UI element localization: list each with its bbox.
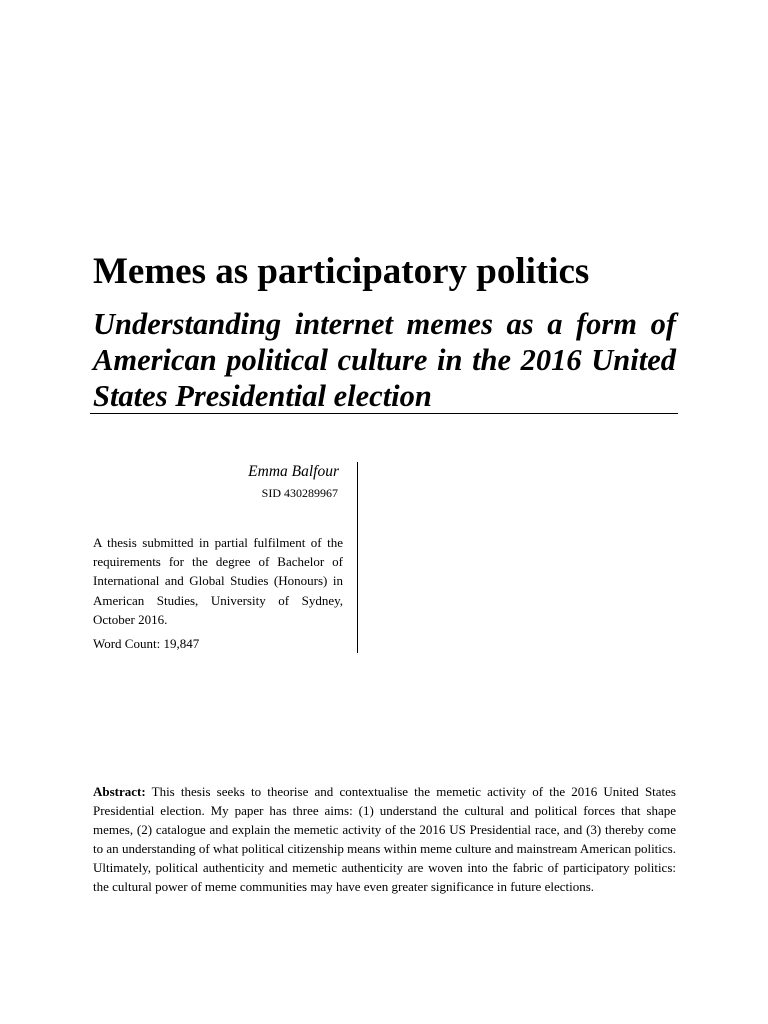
abstract bbox=[93, 782, 676, 897]
title-divider bbox=[90, 413, 678, 414]
student-id: SID 430289967 bbox=[261, 486, 338, 500]
thesis-title: Memes as participatory politics bbox=[93, 251, 590, 292]
word-count: Word Count: 19,847 bbox=[93, 636, 200, 651]
author-name: Emma Balfour bbox=[248, 463, 339, 480]
abstract-label: Abstract: bbox=[93, 784, 146, 799]
thesis-statement: A thesis submitted in partial fulfilment of the requirements for the degree of Bachelor of International and Global Studies (Honours) in American Studies, University of Sydney, October 2016. bbox=[93, 535, 343, 627]
thesis-subtitle: Understanding internet memes as a form of American political culture in the 2016 United States Presidential election bbox=[93, 307, 676, 413]
abstract-text: This thesis seeks to theorise and contextualise the memetic activity of the 2016 United States Presidential election. My paper has three aims: (1) understand the cultural and political forces that shape memes, (2) catalogue and explain the memetic activity of the 2016 US Presidential race, and (3) thereby come to an understanding of what political citizenship means within meme culture and mainstream American politics. Ultimately, political authenticity and memetic authenticity are woven into the fabric of participatory politics: the cultural power of meme communities may have even greater significance in future elections. bbox=[93, 784, 676, 895]
vertical-divider bbox=[357, 462, 358, 653]
